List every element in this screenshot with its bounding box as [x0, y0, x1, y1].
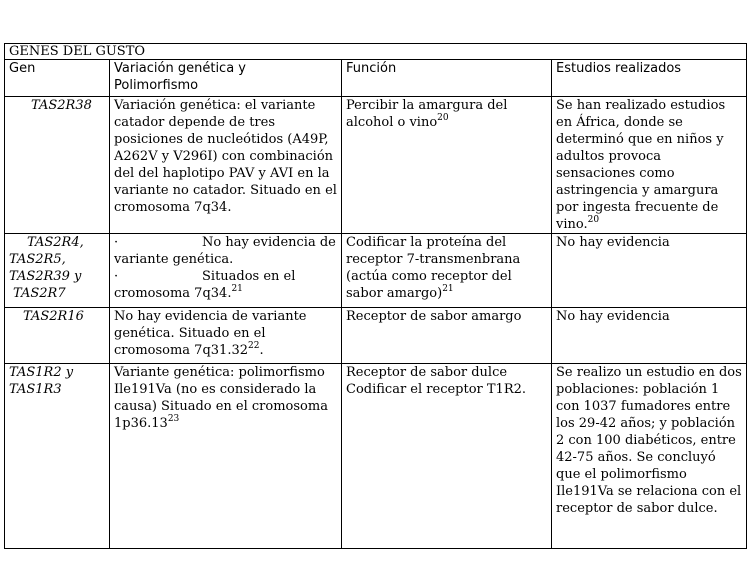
funcion-cell: [342, 364, 552, 549]
header-estudios: Estudios realizados: [552, 60, 747, 97]
estudios-cell: Se realizo un estudio en dos poblaciones: población 1 con 1037 fumadores entre los 29-42 años; y población 2 con 100 diabéticos, entre 42-75 años. Se concluyó que el polimorfismo Ile191Va se relaciona con el receptor de sabor dulce.: [552, 364, 747, 549]
variacion-cell: [110, 364, 342, 549]
gene-cell: TAS2R38: [5, 97, 110, 234]
gene-line: TAS2R7: [13, 286, 66, 301]
variacion-cell: [110, 308, 342, 364]
variacion-end: .: [259, 343, 264, 358]
funcion-cell: [342, 97, 552, 234]
variacion-cell: Variación genética: el variante catador depende de tres posiciones de nucleótidos (A49P, A262V y V296I) con combinación del del haplotipo PAV y AVI en la variante no catador. Situado en el cromosoma 7q34.: [110, 97, 342, 234]
table-row: [5, 97, 747, 234]
variacion-text: No hay evidencia de variante genética. Situado en el cromosoma 7q31.32: [114, 309, 307, 358]
funcion-line: Codificar el receptor T1R2.: [346, 382, 527, 397]
funcion-cell: Receptor de sabor amargo: [342, 308, 552, 364]
bullet-icon: ·: [114, 235, 119, 250]
gene-line: TAS2R5,: [9, 252, 66, 267]
bullet-text: Situados en el cromosoma 7q34.: [114, 269, 296, 301]
gene-cell: TAS2R16: [5, 308, 110, 364]
table-title-row: [5, 44, 747, 60]
citation-ref: 23: [167, 414, 180, 424]
citation-ref: 21: [442, 284, 454, 294]
estudios-cell: No hay evidencia: [552, 308, 747, 364]
header-variacion-line1: Variación genética y: [114, 61, 246, 76]
gene-line: TAS1R3: [9, 382, 62, 397]
funcion-text: Codificar la proteína del receptor 7-transmenbrana (actúa como receptor del sabor amargo): [346, 235, 521, 301]
citation-ref: 22: [248, 341, 260, 351]
bullet-text: No hay evidencia de variante genética.: [114, 235, 336, 267]
genes-table: [4, 43, 747, 549]
gene-cell: [5, 364, 110, 549]
funcion-text: Percibir la amargura del alcohol o vino: [346, 98, 508, 130]
bullet-icon: ·: [114, 269, 119, 284]
citation-ref: 20: [437, 113, 449, 123]
table-header-row: [5, 60, 747, 97]
estudios-cell: No hay evidencia: [552, 234, 747, 308]
gene-line: TAS2R4,: [27, 235, 84, 250]
estudios-text: Se han realizado estudios en África, donde se determinó que en niños y adultos provoca sensaciones como astringencia y amargura por ingesta frecuente de vino.: [556, 98, 726, 232]
estudios-cell: [552, 97, 747, 234]
table-row: [5, 234, 747, 308]
funcion-cell: [342, 234, 552, 308]
gene-cell: [5, 234, 110, 308]
header-funcion: Función: [342, 60, 552, 97]
citation-ref: 20: [587, 215, 600, 225]
header-variacion-line2: Polimorfismo: [114, 78, 199, 93]
variacion-text: Variante genética: polimorfismo Ile191Va (no es considerado la causa) Situado en el cromosoma 1p36.13: [114, 365, 328, 431]
gene-line: TAS1R2 y: [9, 365, 74, 380]
header-variacion: [110, 60, 342, 97]
gene-line: TAS2R39 y: [9, 269, 82, 284]
header-gen: Gen: [5, 60, 110, 97]
variacion-cell: [110, 234, 342, 308]
citation-ref: 21: [231, 284, 243, 294]
funcion-line: Receptor de sabor dulce: [346, 365, 508, 380]
table-title: GENES DEL GUSTO: [5, 44, 747, 60]
table-row: [5, 364, 747, 549]
table-row: [5, 308, 747, 364]
